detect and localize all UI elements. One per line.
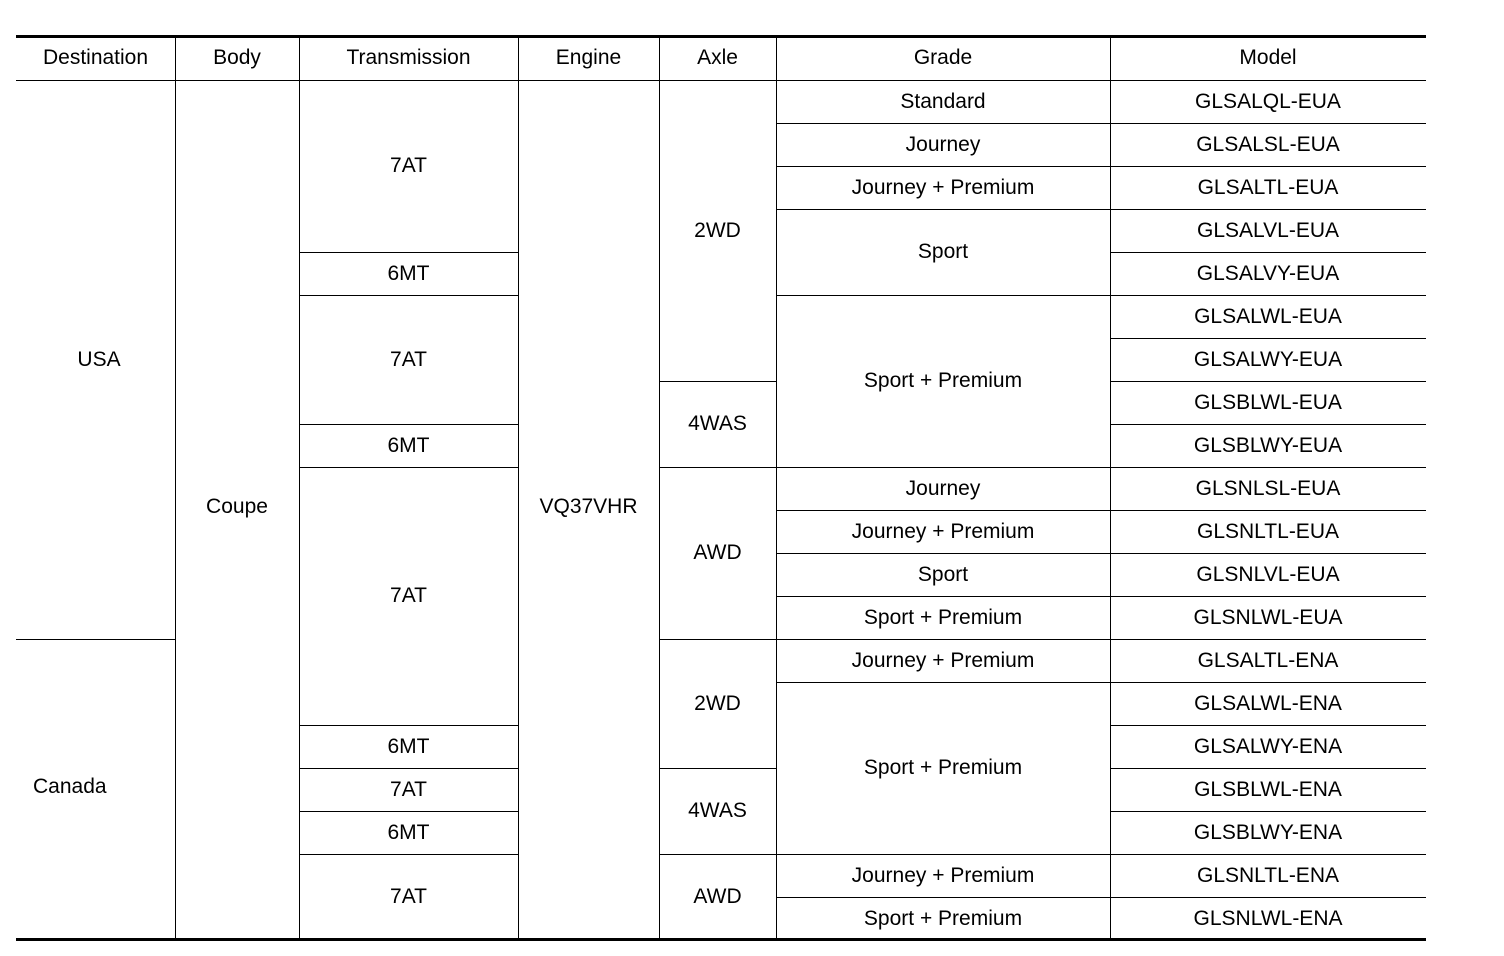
model-cell: GLSNLTL-ENA <box>1197 863 1339 887</box>
grade-cell: Journey <box>905 476 981 500</box>
transmission-cell: 6MT <box>387 734 430 758</box>
rule <box>175 36 176 939</box>
model-cell: GLSBLWY-ENA <box>1193 820 1343 844</box>
model-cell: GLSALTL-ENA <box>1197 648 1339 672</box>
model-cell: GLSNLVL-EUA <box>1196 562 1340 586</box>
rule <box>1110 252 1426 253</box>
rule <box>776 510 1110 511</box>
grade-cell: Journey + Premium <box>851 648 1035 672</box>
transmission-cell: 7AT <box>390 154 427 177</box>
rule <box>299 252 518 253</box>
model-cell: GLSBLWL-ENA <box>1194 777 1342 801</box>
rule <box>1110 811 1426 812</box>
rule <box>1110 424 1426 425</box>
rule <box>1110 36 1111 939</box>
grade-cell: Standard <box>900 89 986 113</box>
rule <box>1110 295 1426 296</box>
model-cell: GLSBLWL-EUA <box>1194 390 1342 414</box>
axle-cell: 2WD <box>694 218 741 242</box>
transmission-cell: 7AT <box>390 777 427 801</box>
transmission-cell: 6MT <box>387 820 430 844</box>
rule <box>518 36 519 939</box>
rule <box>299 424 518 425</box>
header-body: Body <box>213 46 261 69</box>
rule <box>1110 510 1426 511</box>
rule <box>776 639 1110 640</box>
destination-canada: Canada <box>33 775 107 798</box>
rule <box>1110 338 1426 339</box>
rule <box>776 682 1110 683</box>
model-cell: GLSALWY-EUA <box>1193 347 1343 371</box>
model-cell: GLSALWL-EUA <box>1194 304 1342 328</box>
transmission-cell: 6MT <box>387 261 430 285</box>
transmission-cell: 7AT <box>390 584 427 607</box>
model-cell: GLSNLWL-EUA <box>1193 605 1343 629</box>
model-cell: GLSNLSL-EUA <box>1195 476 1341 500</box>
grade-cell: Sport + Premium <box>863 756 1023 779</box>
model-cell: GLSALVL-EUA <box>1196 218 1340 242</box>
rule <box>659 639 776 640</box>
model-cell: GLSNLTL-EUA <box>1197 519 1339 543</box>
model-cell: GLSALQL-EUA <box>1195 89 1341 113</box>
rule <box>659 768 776 769</box>
grade-cell: Sport + Premium <box>863 906 1023 930</box>
model-cell: GLSALVY-EUA <box>1196 261 1340 285</box>
rule <box>776 596 1110 597</box>
grade-cell: Sport + Premium <box>863 605 1023 629</box>
model-cell: GLSALWL-ENA <box>1194 691 1342 715</box>
header-engine: Engine <box>555 46 622 69</box>
rule <box>16 80 1426 81</box>
rule <box>299 768 518 769</box>
rule <box>776 209 1110 210</box>
rule <box>299 811 518 812</box>
rule <box>299 36 300 939</box>
rule <box>1110 553 1426 554</box>
rule <box>299 854 518 855</box>
grade-cell: Sport <box>917 240 969 263</box>
rule <box>1110 768 1426 769</box>
grade-cell: Journey + Premium <box>851 519 1035 543</box>
rule <box>1110 725 1426 726</box>
rule <box>16 938 1426 941</box>
axle-cell: 2WD <box>694 691 741 715</box>
rule <box>1110 123 1426 124</box>
rule <box>776 166 1110 167</box>
header-grade: Grade <box>913 46 973 69</box>
grade-cell: Journey + Premium <box>851 863 1035 887</box>
rule <box>776 897 1110 898</box>
body-value: Coupe <box>206 495 268 518</box>
rule <box>1110 467 1426 468</box>
axle-cell: AWD <box>693 541 742 564</box>
axle-cell: 4WAS <box>688 412 747 435</box>
rule <box>299 295 518 296</box>
rule <box>659 467 776 468</box>
header-axle: Axle <box>697 46 738 69</box>
rule <box>1110 639 1426 640</box>
grade-cell: Sport + Premium <box>863 369 1023 392</box>
axle-cell: AWD <box>693 885 742 908</box>
rule <box>659 36 660 939</box>
rule <box>776 553 1110 554</box>
model-cell: GLSALWY-ENA <box>1193 734 1343 758</box>
engine-value: VQ37VHR <box>539 495 638 518</box>
rule <box>659 854 776 855</box>
rule <box>299 467 518 468</box>
grade-cell: Sport <box>917 562 969 586</box>
rule <box>776 854 1110 855</box>
header-model: Model <box>1239 46 1297 69</box>
rule <box>16 35 1426 38</box>
model-cell: GLSBLWY-EUA <box>1193 433 1343 457</box>
rule <box>1110 897 1426 898</box>
grade-cell: Journey + Premium <box>851 175 1035 199</box>
rule <box>659 381 776 382</box>
rule <box>776 123 1110 124</box>
rule <box>16 639 175 640</box>
rule <box>1110 209 1426 210</box>
rule <box>1110 854 1426 855</box>
grade-cell: Journey <box>905 132 981 156</box>
axle-cell: 4WAS <box>688 799 747 822</box>
rule <box>1110 596 1426 597</box>
destination-usa: USA <box>77 347 121 371</box>
transmission-cell: 7AT <box>390 347 427 371</box>
model-cell: GLSNLWL-ENA <box>1193 906 1343 930</box>
rule <box>1110 682 1426 683</box>
transmission-cell: 6MT <box>387 433 430 457</box>
transmission-cell: 7AT <box>390 885 427 908</box>
rule <box>1110 166 1426 167</box>
rule <box>776 36 777 939</box>
rule <box>1110 381 1426 382</box>
rule <box>776 295 1110 296</box>
rule <box>299 725 518 726</box>
model-cell: GLSALTL-EUA <box>1197 175 1339 199</box>
rule <box>776 467 1110 468</box>
model-cell: GLSALSL-EUA <box>1196 132 1340 156</box>
header-destination: Destination <box>42 46 149 69</box>
header-transmission: Transmission <box>346 46 471 69</box>
